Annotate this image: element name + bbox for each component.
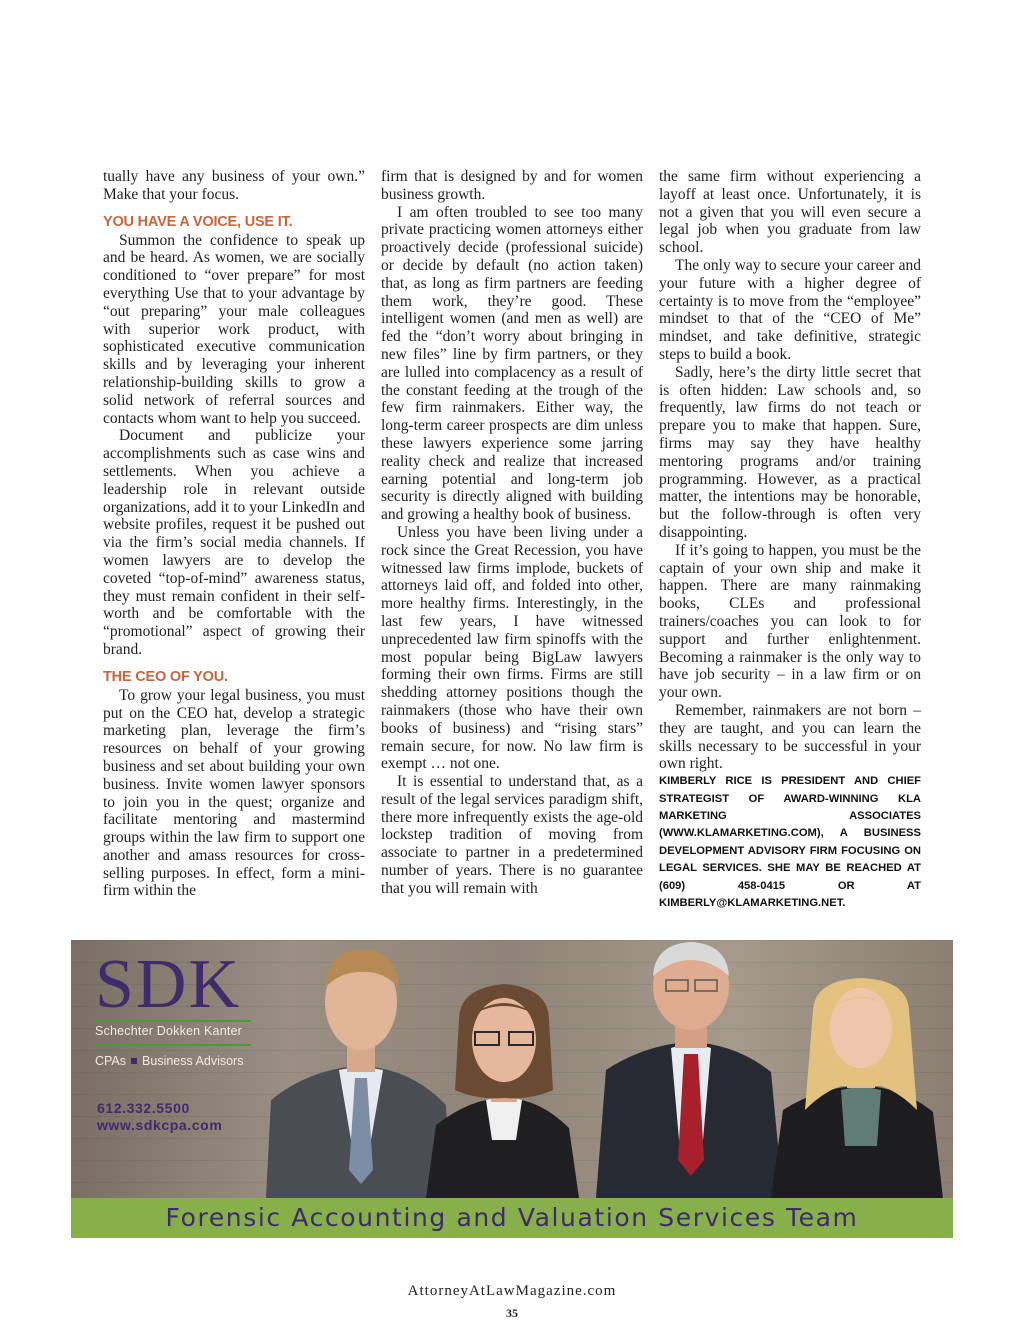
sdk-website[interactable]: www.sdkcpa.com <box>97 1117 223 1133</box>
paragraph: The only way to secure your career and your future with a higher degree of certainty is to move from the “employee” mindset to that of the “CEO of Me” mindset, and take definitive, strategic steps to build a book. <box>659 256 921 363</box>
paragraph: Document and publicize your accomplishments such as case wins and settlements. When you achieve a leadership role in relevant outside organizations, add it to your LinkedIn and website profiles, request it be pushed out via the firm’s social media channels. If women lawyers are to develop the coveted “top-of-mind” awareness status, they must remain confident in their self-worth and be comfortable with the “promotional” aspect of growing their brand. <box>103 427 365 658</box>
tagline-advisors: Business Advisors <box>142 1054 244 1068</box>
paragraph: I am often troubled to see too many private practicing women attorneys either proactively decide (professional suicide) or decide by default (no action taken) that, as long as firm partners are feeding them work, they’re good. These intelligent women (and men as well) are fed the “don’t worry about bringing in new files” line by firm partners, or they are lulled into complacency as a result of the constant feeding at the trough of the few firm rainmakers. Either way, the long-term career prospects are dim unless these lawyers experience some jarring reality check and realize that increased earning potential and long-term job security is directly aligned with building and growing a healthy book of business. <box>381 203 643 524</box>
square-bullet-icon <box>131 1058 137 1064</box>
section-heading-voice: YOU HAVE A VOICE, USE IT. <box>103 213 293 230</box>
paragraph: Remember, rainmakers are not born – they are taught, and you can learn the skills necessary to be successful in your own right. <box>659 701 921 773</box>
footer-site: AttorneyAtLawMagazine.com <box>407 1283 617 1299</box>
sdk-contact <box>97 1100 222 1134</box>
paragraph: Summon the confidence to speak up and be heard. As women, we are socially conditioned to “over prepare” for most everything Use that to your advantage by “out preparing” your male colleagues with superior work product, with sophisticated executive communication skills and by leveraging your inherent relationship-building skills to grow a solid network of referral sources and contacts whom want to help you succeed. <box>103 231 365 427</box>
sdk-banner: Forensic Accounting and Valuation Services Team <box>71 1198 953 1238</box>
paragraph: It is essential to understand that, as a result of the legal services paradigm shift, there more infrequently exists the age-old lockstep tradition of moving from associate to partner in a predetermined number of years. There is no guarantee that you will remain with <box>381 773 643 897</box>
page-number: 35 <box>506 1306 518 1320</box>
sdk-firm-names: Schechter Dokken Kanter <box>95 1020 251 1038</box>
person-4 <box>771 978 943 1198</box>
person-2 <box>426 984 579 1198</box>
sdk-phone[interactable]: 612.332.5500 <box>97 1100 190 1116</box>
person-3 <box>596 942 783 1198</box>
person-1 <box>266 950 451 1198</box>
article-column-2 <box>381 168 643 898</box>
paragraph: firm that is designed by and for women business growth. <box>381 168 643 203</box>
sdk-tagline <box>95 1044 251 1068</box>
paragraph: Unless you have been living under a rock since the Great Recession, you have witnessed law firms implode, buckets of attorneys laid off, and folded into other, more healthy firms. Interestingly, in the last few years, I have witnessed unprecedented law firm spinoffs with the most popular being BigLaw lawyers forming their own firms. Firms are still shedding attorney positions though the rainmakers (those who have their own books of business) and “rising stars” remain secure, for now. No law firm is exempt … not one. <box>381 523 643 773</box>
paragraph: Sadly, here’s the dirty little secret that is often hidden: Law schools and, so frequently, law firms do not teach or prepare you to make that happen. Sure, firms may say they have healthy mentoring programs and/or training programming. However, as a practical matter, the intentions may be honorable, but the follow-through is often very disappointing. <box>659 363 921 541</box>
sdk-advertisement[interactable] <box>71 940 953 1238</box>
article-column-3 <box>659 168 921 912</box>
paragraph: the same firm without experiencing a layoff at least once. Unfortunately, it is not a given that you will even secure a legal job when you graduate from law school. <box>659 168 921 257</box>
tagline-cpas: CPAs <box>95 1054 127 1068</box>
paragraph: To grow your legal business, you must put on the CEO hat, develop a strategic marketing plan, leverage the firm’s resources on behalf of your growing business and set about building your own business. Invite women lawyer sponsors to join you in the quest; organize and facilitate mentoring and mastermind groups within the law firm to support one another and amass resources for cross-selling purposes. In effect, form a mini-firm within the <box>103 686 365 900</box>
paragraph: If it’s going to happen, you must be the captain of your own ship and make it happen. There are many rainmaking books, CLEs and professional trainers/coaches you can look to for support and further enlightenment. Becoming a rainmaker is the only way to have job security – in a law firm or on your own. <box>659 541 921 702</box>
article-column-1 <box>103 168 365 900</box>
author-bio: KIMBERLY RICE IS PRESIDENT AND CHIEF STRATEGIST OF AWARD-WINNING KLA MARKETING ASSOCIATES (WWW.KLAMARKETING.COM), A BUSINESS DEVELOPMENT ADVISORY FIRM FOCUSING ON LEGAL SERVICES. SHE MAY BE REACHED AT (609) 458-0415 OR AT KIMBERLY@KLAMARKETING.NET. <box>659 775 921 909</box>
paragraph: tually have any business of your own.” Make that your focus. <box>103 168 365 203</box>
sdk-logo <box>95 946 251 1068</box>
sdk-logo-text: SDK <box>95 946 242 1023</box>
section-heading-ceo: THE CEO OF YOU. <box>103 668 228 685</box>
